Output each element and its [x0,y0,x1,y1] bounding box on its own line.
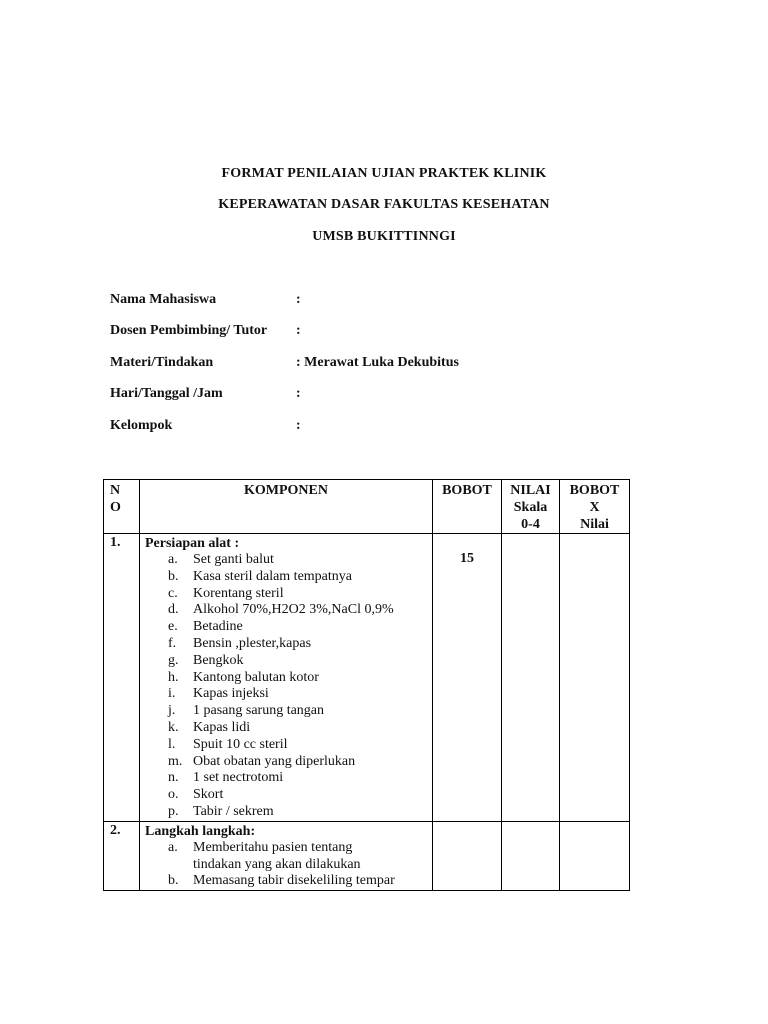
item-marker: a. [168,839,178,855]
item-list [140,552,432,821]
field-value: : [296,323,301,338]
header-no-line-2: O [110,500,121,515]
table-row [104,821,630,890]
section-title: Langkah langkah: [145,823,256,839]
item-text: 1 pasang sarung tangan [193,703,325,719]
item-marker: o. [168,787,179,803]
header-nilai-line-1: NILAI [510,483,551,498]
list-item [140,873,432,890]
table-row [104,534,630,822]
item-marker: l. [168,736,176,752]
header-bx-line-3: Nilai [580,517,609,532]
list-item [140,703,432,720]
item-marker: k. [168,719,179,735]
row-number: 2. [104,821,140,890]
row-bobot [433,534,502,822]
row-number: 1. [104,534,140,822]
item-text: Memasang tabir disekeliling tempar [193,873,395,889]
list-item [140,737,432,754]
item-text: Alkohol 70%,H2O2 3%,NaCl 0,9% [193,602,394,618]
item-text: Betadine [193,619,243,635]
title-line-2: KEPERAWATAN DASAR FAKULTAS KESEHATAN [218,197,550,212]
field-label: Dosen Pembimbing/ Tutor [110,323,268,338]
header-nilai-line-2: Skala [513,500,548,515]
item-marker: i. [168,686,176,702]
item-text: Bengkok [193,652,244,668]
header-bobot-x-nilai [560,480,630,534]
title-line-1: FORMAT PENILAIAN UJIAN PRAKTEK KLINIK [221,166,547,181]
list-item [140,840,432,874]
field-value: : Merawat Luka Dekubitus [296,355,459,370]
table-header-row [104,480,630,534]
field-value: : [296,292,301,307]
item-text-line-2: tindakan yang akan dilakukan [193,856,361,872]
list-item [140,569,432,586]
item-marker: e. [168,619,178,635]
list-item [140,586,432,603]
row-nilai-cell [502,534,560,822]
field-label: Materi/Tindakan [110,355,214,370]
item-text: Tabir / sekrem [193,803,274,819]
section-title: Persiapan alat : [145,536,240,551]
item-text: Kantong balutan kotor [193,669,319,685]
item-list [140,840,432,890]
header-bx-line-2: X [589,500,600,515]
row-bobot [433,821,502,890]
row-komponen [140,534,433,822]
list-item [140,770,432,787]
row-nilai-cell [502,821,560,890]
field-label: Hari/Tanggal /Jam [110,386,223,401]
list-item [140,552,432,569]
item-text: Kapas injeksi [193,686,269,702]
item-text: 1 set nectrotomi [193,770,284,786]
list-item [140,602,432,619]
item-marker: n. [168,770,179,786]
item-marker: m. [168,753,183,769]
item-text: Set ganti balut [193,552,274,567]
item-marker: f. [168,635,177,651]
title-line-3: UMSB BUKITTINNGI [312,229,456,244]
bobot-value: 15 [460,551,474,566]
item-marker: c. [168,585,178,601]
list-item [140,787,432,804]
item-marker: h. [168,669,179,685]
item-marker: b. [168,568,179,584]
header-nilai-line-3: 0-4 [521,517,540,532]
item-marker: b. [168,873,179,889]
header-bobot-label: BOBOT [442,483,492,498]
list-item [140,720,432,737]
header-nilai [502,480,560,534]
item-text-line-1: Memberitahu pasien tentang [193,839,353,855]
field-value: : [296,386,301,401]
assessment-table [103,479,630,891]
item-marker: a. [168,552,178,567]
item-text: Korentang steril [193,585,284,601]
item-text: Kasa steril dalam tempatnya [193,568,352,584]
header-bx-line-1: BOBOT [569,483,620,498]
item-marker: j. [168,703,176,719]
header-bobot [433,480,502,534]
item-text: Skort [193,787,224,803]
header-komponen-label: KOMPONEN [244,483,328,498]
list-item [140,754,432,771]
item-text: Kapas lidi [193,719,251,735]
list-item [140,653,432,670]
row-bobot-x-nilai-cell [560,821,630,890]
header-komponen [140,480,433,534]
bobot-value [433,822,501,839]
header-no [104,480,140,534]
item-text: Spuit 10 cc steril [193,736,288,752]
item-text: Bensin ,plester,kapas [193,635,312,651]
list-item [140,619,432,636]
list-item [140,804,432,821]
field-label: Kelompok [110,418,173,433]
item-marker: g. [168,652,179,668]
list-item [140,686,432,703]
header-no-line-1: N [110,483,121,498]
list-item [140,636,432,653]
row-komponen [140,821,433,890]
row-bobot-x-nilai-cell [560,534,630,822]
item-marker: p. [168,803,179,819]
field-label: Nama Mahasiswa [110,292,217,307]
item-text: Obat obatan yang diperlukan [193,753,356,769]
item-marker: d. [168,602,179,618]
list-item [140,670,432,687]
field-value: : [296,418,301,433]
